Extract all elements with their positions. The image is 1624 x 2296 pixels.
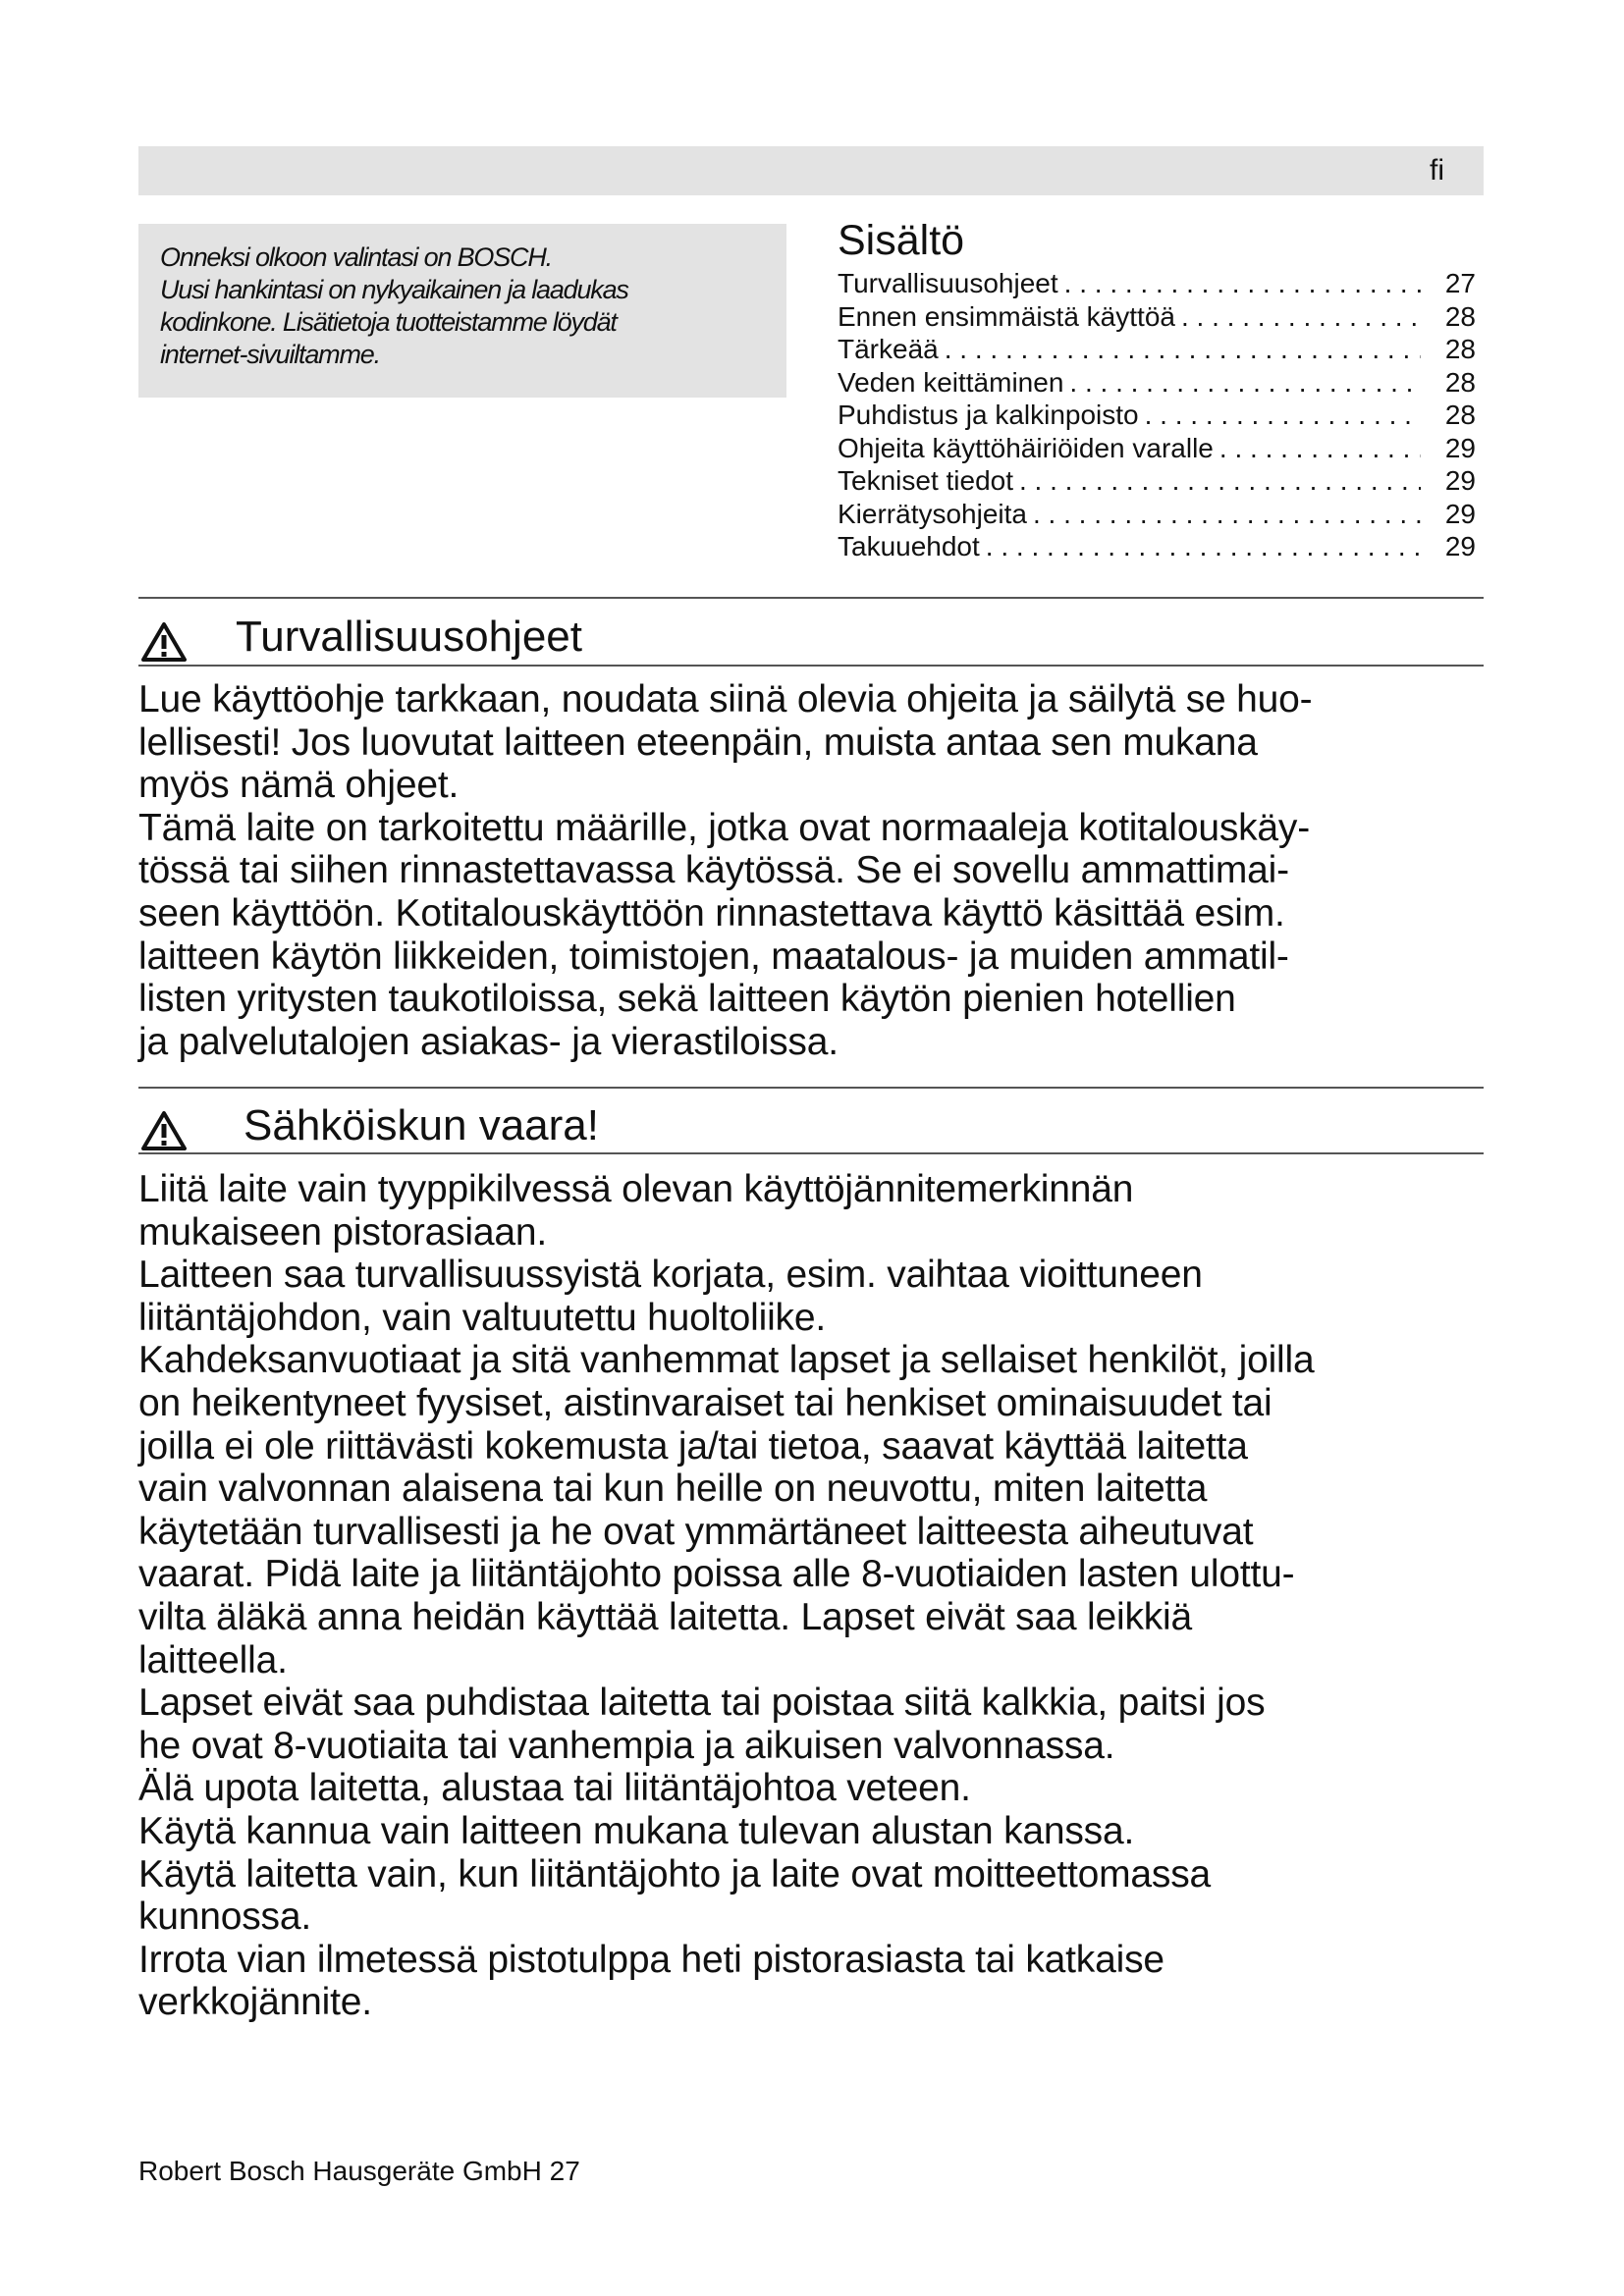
toc-leader-dots [1019, 464, 1421, 498]
text-line: vaarat. Pidä laite ja liitäntäjohto poissa alle 8-vuotiaiden lasten ulottu- [138, 1553, 1295, 1596]
text-line: Lue käyttöohje tarkkaan, noudata siinä olevia ohjeita ja säilytä se huo- [138, 678, 1313, 721]
toc-item[interactable] [838, 267, 1476, 300]
text-line: joilla ei ole riittävästi kokemusta ja/tai tietoa, saavat käyttää laitetta [138, 1424, 1248, 1468]
toc-item-label: Tekniset tiedot [838, 465, 1013, 496]
section-top-rule [138, 597, 1484, 599]
toc-item-page: 29 [1444, 432, 1476, 463]
toc-leader-dots [945, 333, 1421, 366]
toc-item-page: 29 [1444, 531, 1476, 561]
toc-item-label: Tärkeää [838, 334, 939, 364]
toc-title: Sisältö [838, 217, 965, 264]
text-line: Kahdeksanvuotiaat ja sitä vanhemmat lapset ja sellaiset henkilöt, joilla [138, 1339, 1315, 1382]
toc-item-page: 29 [1444, 498, 1476, 529]
text-line: he ovat 8-vuotiaita tai vanhempia ja aikuisen valvonnassa. [138, 1724, 1115, 1767]
toc-item-page: 27 [1444, 268, 1476, 298]
toc-item[interactable] [838, 530, 1476, 563]
text-line: verkkojännite. [138, 1981, 372, 2024]
toc-item[interactable] [838, 464, 1476, 498]
language-bar [138, 146, 1484, 195]
warning-triangle-icon [141, 1111, 187, 1150]
toc-item-page: 28 [1444, 366, 1476, 398]
intro-line: internet-sivuiltamme. [160, 340, 380, 369]
electric-shock-paragraph [138, 1168, 1489, 2024]
toc-item[interactable] [838, 399, 1476, 432]
text-line: Irrota vian ilmetessä pistotulppa heti pistorasiasta tai katkaise [138, 1938, 1164, 1981]
toc-item-label: Kierrätysohjeita [838, 498, 1027, 529]
text-line: laitteella. [138, 1638, 288, 1682]
language-code: fi [1430, 154, 1444, 187]
section-bottom-rule [138, 665, 1484, 667]
text-line: Lapset eivät saa puhdistaa laitetta tai poistaa siitä kalkkia, paitsi jos [138, 1682, 1266, 1725]
page-footer: Robert Bosch Hausgeräte GmbH 27 [138, 2156, 580, 2186]
text-line: kunnossa. [138, 1896, 311, 1939]
text-line: Laitteen saa turvallisuussyistä korjata, esim. vaihtaa vioittuneen [138, 1254, 1203, 1297]
text-line: Tämä laite on tarkoitettu määrille, jotka ovat normaaleja kotitalouskäy- [138, 806, 1311, 849]
toc-leader-dots [1033, 498, 1421, 531]
toc-item-label: Turvallisuusohjeet [838, 268, 1058, 298]
toc-leader-dots [1181, 300, 1421, 334]
text-line: Käytä laitetta vain, kun liitäntäjohto ja laite ovat moitteettomassa [138, 1852, 1212, 1896]
toc-item-page: 28 [1444, 400, 1476, 430]
intro-line: Uusi hankintasi on nykyaikainen ja laadukas [160, 275, 628, 304]
intro-line: Onneksi olkoon valintasi on BOSCH. [160, 242, 552, 272]
text-line: liitäntäjohdon, vain valtuutettu huoltoliike. [138, 1296, 826, 1339]
text-line: vilta äläkä anna heidän käyttää laitetta. Lapset eivät saa leikkiä [138, 1595, 1192, 1638]
intro-box [138, 224, 786, 398]
text-line: mukaiseen pistorasiaan. [138, 1210, 547, 1254]
text-line: ja palvelutalojen asiakas- ja vierastiloissa. [138, 1020, 839, 1063]
toc-item-page: 28 [1444, 300, 1476, 332]
toc-item-page: 28 [1444, 334, 1476, 364]
safety-paragraph [138, 678, 1489, 1063]
text-line: myös nämä ohjeet. [138, 764, 460, 807]
text-line: seen käyttöön. Kotitalouskäyttöön rinnastettava käyttö käsittää esim. [138, 891, 1285, 934]
text-line: listen yritysten taukotiloissa, sekä laitteen käytön pienien hotellien [138, 978, 1236, 1021]
text-line: Älä upota laitetta, alustaa tai liitäntäjohtoa veteen. [138, 1767, 971, 1810]
text-line: Liitä laite vain tyyppikilvessä olevan käyttöjännitemerkinnän [138, 1168, 1134, 1210]
toc-item-label: Takuuehdot [838, 531, 980, 561]
toc-item-label: Veden keittäminen [838, 366, 1064, 398]
section-heading-safety [138, 613, 1484, 662]
section-title: Turvallisuusohjeet [236, 613, 582, 661]
toc-item[interactable] [838, 300, 1476, 334]
section-top-rule [138, 1087, 1484, 1089]
toc-leader-dots [986, 530, 1421, 563]
table-of-contents [838, 216, 1476, 563]
text-line: on heikentyneet fyysiset, aistinvaraiset tai henkiset ominaisuudet tai [138, 1381, 1272, 1424]
toc-item-page: 29 [1444, 465, 1476, 496]
text-line: tössä tai siihen rinnastettavassa käytössä. Se ei sovellu ammattimai- [138, 849, 1289, 892]
toc-item-label: Ohjeita käyttöhäiriöiden varalle [838, 432, 1214, 463]
toc-item[interactable] [838, 498, 1476, 531]
warning-triangle-icon [141, 622, 187, 662]
toc-leader-dots [1145, 399, 1421, 432]
text-line: käytetään turvallisesti ja he ovat ymmärtäneet laitteesta aiheutuvat [138, 1510, 1254, 1553]
section-title: Sähköiskun vaara! [244, 1101, 599, 1149]
toc-leader-dots [1219, 432, 1421, 465]
text-line: vain valvonnan alaisena tai kun heille on neuvottu, miten laitetta [138, 1468, 1208, 1511]
section-heading-electric-shock [138, 1101, 1484, 1150]
toc-item[interactable] [838, 432, 1476, 465]
toc-leader-dots [1069, 366, 1421, 400]
section-bottom-rule [138, 1152, 1484, 1154]
text-line: lellisesti! Jos luovutat laitteen eteenpäin, muista antaa sen mukana [138, 721, 1258, 764]
text-line: Käytä kannua vain laitteen mukana tulevan alustan kanssa. [138, 1809, 1135, 1852]
text-line: laitteen käytön liikkeiden, toimistojen, maatalous- ja muiden ammatil- [138, 934, 1289, 978]
toc-item-label: Ennen ensimmäistä käyttöä [838, 300, 1175, 332]
toc-item[interactable] [838, 333, 1476, 366]
intro-line: kodinkone. Lisätietoja tuotteistamme löydät [160, 307, 617, 337]
toc-item-label: Puhdistus ja kalkinpoisto [838, 400, 1139, 430]
toc-item[interactable] [838, 366, 1476, 400]
toc-leader-dots [1064, 267, 1421, 300]
